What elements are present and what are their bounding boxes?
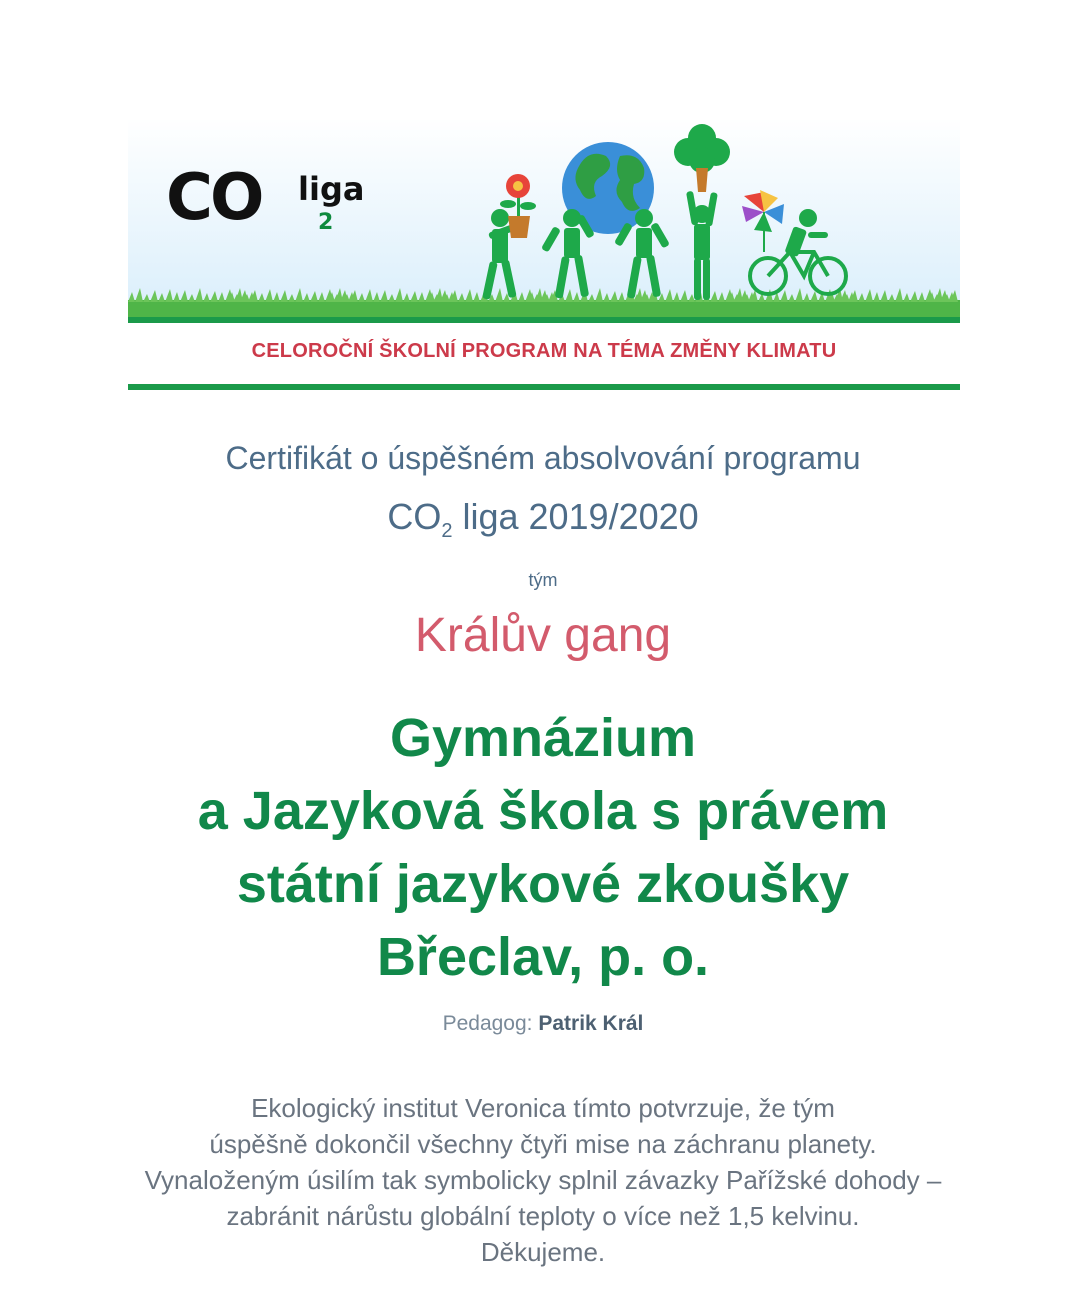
logo-subscript: 2 bbox=[318, 210, 334, 235]
logo-co-text: CO bbox=[166, 161, 262, 235]
description-line: Vynaloženým úsilím tak symbolicky splnil závazky Pařížské dohody – bbox=[144, 1165, 942, 1195]
description-line: Ekologický institut Veronica tímto potvrzuje, že tým bbox=[251, 1093, 835, 1123]
program-co: CO bbox=[387, 496, 442, 537]
description-line: zabránit nárůstu globální teploty o více než 1,5 kelvinu. bbox=[226, 1201, 860, 1231]
co2-liga-logo bbox=[166, 161, 386, 246]
top-green-rule bbox=[128, 317, 960, 323]
certificate-description bbox=[0, 1090, 1086, 1270]
program-title: CELOROČNÍ ŠKOLNÍ PROGRAM NA TÉMA ZMĚNY KLIMATU bbox=[251, 340, 837, 362]
school-line: státní jazykové zkoušky bbox=[236, 854, 850, 914]
description-line: úspěšně dokončil všechny čtyři mise na záchranu planety. bbox=[209, 1129, 877, 1159]
school-line: a Jazyková škola s právem bbox=[197, 781, 889, 841]
teacher-name: Patrik Král bbox=[538, 1012, 644, 1035]
team-name: Králův gang bbox=[414, 609, 672, 662]
certificate-program-year bbox=[0, 496, 1086, 543]
description-line: Děkujeme. bbox=[480, 1237, 606, 1267]
program-year: liga 2019/2020 bbox=[452, 496, 699, 537]
bottom-green-rule bbox=[128, 384, 960, 390]
logo-liga-text: liga bbox=[298, 170, 365, 208]
school-name bbox=[0, 702, 1086, 994]
program-co-subscript: 2 bbox=[441, 520, 453, 542]
teacher-label: Pedagog: bbox=[442, 1012, 533, 1035]
certificate-title: Certifikát o úspěšném absolvování programu bbox=[225, 440, 861, 476]
team-label: tým bbox=[528, 570, 558, 590]
header-banner bbox=[128, 118, 960, 324]
school-line: Břeclav, p. o. bbox=[376, 927, 710, 987]
school-line: Gymnázium bbox=[389, 708, 697, 768]
teacher bbox=[0, 1012, 1086, 1036]
